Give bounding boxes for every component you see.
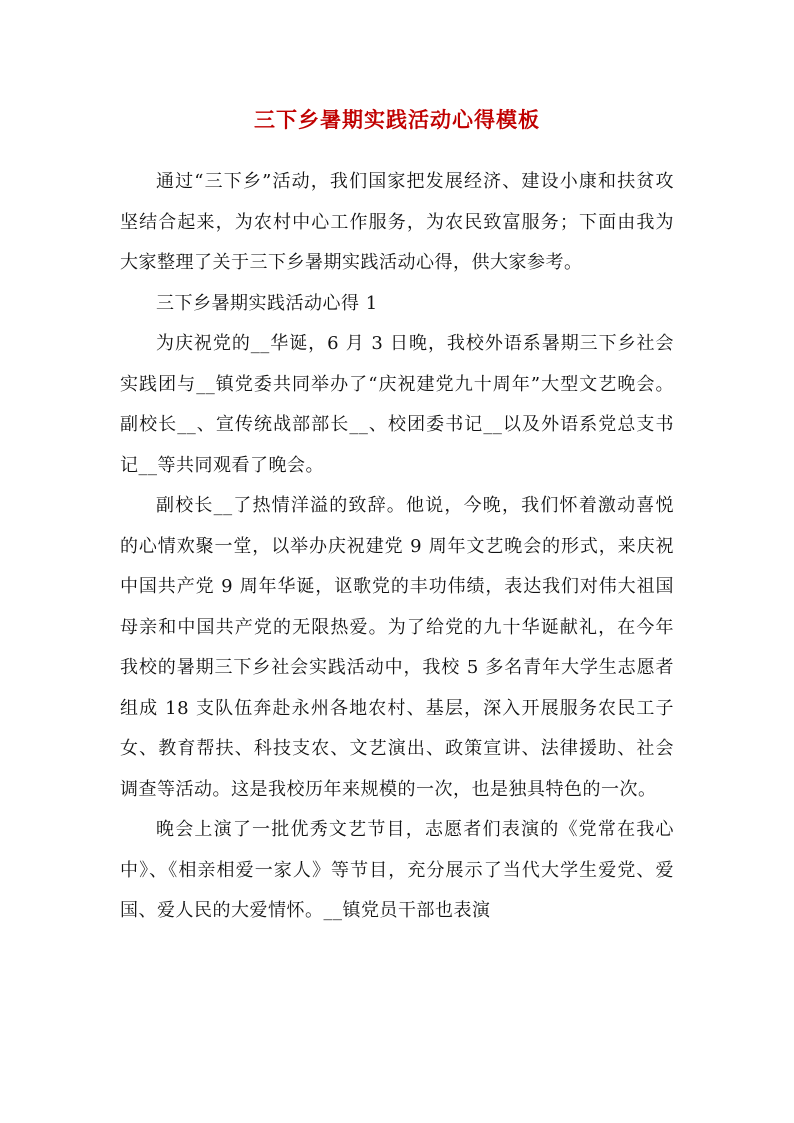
document-title: 三下乡暑期实践活动心得模板: [254, 107, 540, 132]
section-heading: 三下乡暑期实践活动心得 1: [156, 292, 378, 314]
body-paragraph: 副校长__了热情洋溢的致辞。他说，今晚，我们怀着激动喜悦的心情欢聚一堂，以举办庆祝建党 9 周年文艺晚会的形式，来庆祝中国共产党 9 周年华诞，讴歌党的丰功伟绩，表达我们对伟大祖国母亲和中国共产党的无限热爱。为了给党的九十华诞献礼，在今年我校的暑期三下乡社会实践活动中，我校 5 多名青年大学生志愿者组成 18 支队伍奔赴永州各地农村、基层，深入开展服务农民工子女、教育帮扶、科技支农、文艺演出、政策宣讲、法律援助、社会调查等活动。这是我校历年来规模的一次，也是独具特色的一次。: [120, 495, 674, 800]
body-paragraph: 为庆祝党的__华诞，6 月 3 日晚，我校外语系暑期三下乡社会实践团与__镇党委共同举办了“庆祝建党九十周年”大型文艺晚会。副校长__、宣传统战部部长__、校团委书记__以及外语系党总支书记__等共同观看了晚会。: [120, 333, 674, 476]
intro-paragraph: 通过“三下乡”活动，我们国家把发展经济、建设小康和扶贫攻坚结合起来，为农村中心工作服务，为农民致富服务；下面由我为大家整理了关于三下乡暑期实践活动心得，供大家参考。: [120, 171, 674, 273]
document-body: [120, 162, 674, 932]
body-paragraph: 晚会上演了一批优秀文艺节目，志愿者们表演的《党常在我心中》、《相亲相爱一家人》等节目，充分展示了当代大学生爱党、爱国、爱人民的大爱情怀。__镇党员干部也表演: [120, 819, 674, 921]
